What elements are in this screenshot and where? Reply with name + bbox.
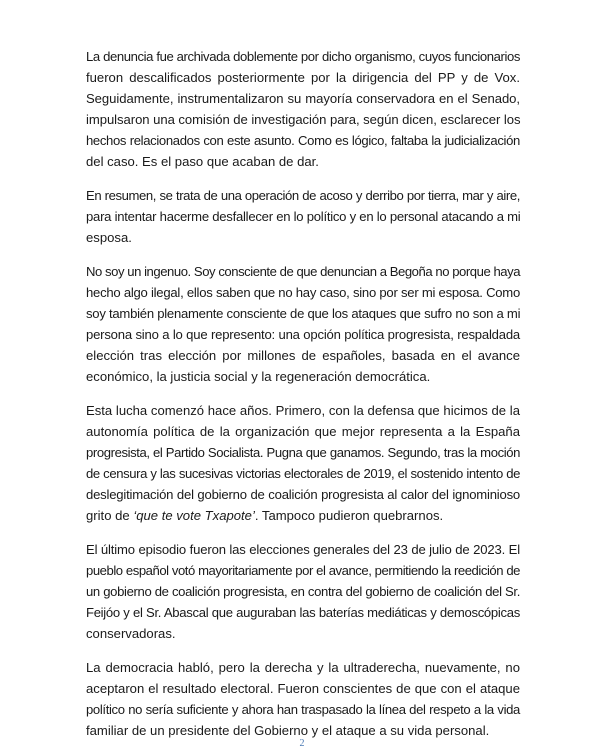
text-line: Feijóo y el Sr. Abascal que auguraban las baterías mediáticas y demoscópicas — [86, 605, 520, 620]
paragraph-2 — [86, 185, 520, 248]
text-line: progresista, el Partido Socialista. Pugna que ganamos. Segundo, tras la moción — [86, 445, 520, 460]
document-body — [86, 46, 520, 754]
text-line: No soy un ingenuo. Soy consciente de que denuncian a Begoña no porque haya — [86, 264, 521, 279]
text-line: político no sería suficiente y ahora han traspasado la línea del respeto a la vida — [86, 702, 520, 717]
text-fragment: . Tampoco pudieron quebrarnos. — [254, 508, 444, 523]
text-line: Seguidamente, instrumentalizaron su mayoría conservadora en el Senado, — [86, 91, 520, 106]
text-line: aceptaron el resultado electoral. Fueron conscientes de que con el ataque — [86, 681, 520, 696]
text-line: impulsaron una comisión de investigación para, según dicen, esclarecer los — [86, 112, 521, 127]
paragraph-4 — [86, 400, 520, 526]
text-line: de censura y las sucesivas victorias electorales de 2019, el sostenido intento de — [86, 466, 520, 481]
text-line: El último episodio fueron las elecciones generales del 23 de julio de 2023. El — [86, 542, 520, 557]
text-fragment: grito de — [86, 508, 134, 523]
text-line: familiar de un presidente del Gobierno y el ataque a su vida personal. — [86, 723, 490, 738]
paragraph-6 — [86, 657, 520, 741]
text-line: deslegitimación del gobierno de coalición progresista al calor del ignominioso — [86, 487, 520, 502]
text-line: autonomía política de la organización que mejor representa a la España — [86, 424, 520, 439]
text-line: Esta lucha comenzó hace años. Primero, con la defensa que hicimos de la — [86, 403, 520, 418]
text-line: soy también plenamente consciente de que los ataques que sufro no son a mi — [86, 306, 521, 321]
text-line: persona sino a lo que represento: una opción política progresista, respaldada — [86, 327, 520, 342]
text-line: La democracia habló, pero la derecha y la ultraderecha, nuevamente, no — [86, 660, 520, 675]
text-line: del caso. Es el paso que acaban de dar. — [86, 154, 319, 169]
text-line: hecho algo ilegal, ellos saben que no hay caso, sino por ser mi esposa. Como — [86, 285, 520, 300]
page-number: 2 — [299, 738, 305, 749]
paragraph-5 — [86, 539, 520, 644]
paragraph-3 — [86, 261, 520, 387]
paragraph-1 — [86, 46, 520, 172]
text-line: económico, la justicia social y la regeneración democrática. — [86, 369, 431, 384]
text-line: elección tras elección por millones de españoles, basada en el avance — [86, 348, 520, 363]
italic-quote: ‘que te vote Txapote’ — [133, 508, 255, 523]
text-line: un gobierno de coalición progresista, en contra del gobierno de coalición del Sr. — [86, 584, 520, 599]
text-line: pueblo español votó mayoritariamente por el avance, permitiendo la reedición de — [86, 563, 520, 578]
text-line: hechos relacionados con este asunto. Como es lógico, faltaba la judicialización — [86, 133, 520, 148]
text-line: conservadoras. — [86, 626, 176, 641]
text-line: En resumen, se trata de una operación de acoso y derribo por tierra, mar y aire, — [86, 188, 520, 203]
text-line: para intentar hacerme desfallecer en lo político y en lo personal atacando a mi — [86, 209, 521, 224]
text-line — [86, 505, 520, 526]
text-line: fueron descalificados posteriormente por la dirigencia del PP y de Vox. — [86, 70, 520, 85]
text-line: esposa. — [86, 230, 132, 245]
text-line: La denuncia fue archivada doblemente por dicho organismo, cuyos funcionarios — [86, 49, 520, 64]
